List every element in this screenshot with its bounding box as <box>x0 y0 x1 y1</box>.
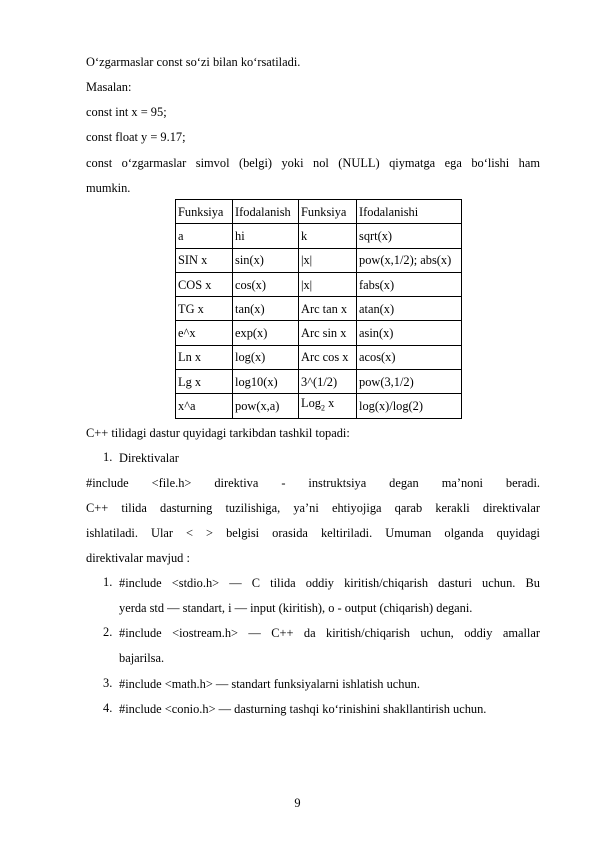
intro-line-1: O‘zgarmaslar const so‘zi bilan ko‘rsatiladi. <box>86 55 301 69</box>
table-row <box>176 321 462 345</box>
table-cell <box>233 248 299 272</box>
table-cell <box>176 297 233 321</box>
cell-text: log10(x) <box>235 374 278 389</box>
table-cell <box>233 370 299 394</box>
table-cell <box>357 321 462 345</box>
directive-line: #include <iostream.h> — C++ da kiritish/chiqarish uchun, oddiy amallar <box>119 626 540 640</box>
table-cell <box>299 248 357 272</box>
cell-text: k <box>301 228 308 243</box>
table-row <box>176 224 462 248</box>
table-cell <box>357 394 462 418</box>
table-row <box>176 272 462 296</box>
directive-number: 2. <box>103 625 113 639</box>
cell-text: Funksiya <box>301 204 347 219</box>
intro-line-5a: const o‘zgarmaslar simvol (belgi) yoki nol (NULL) qiymatga ega bo‘lishi ham <box>86 156 540 170</box>
table-cell <box>357 297 462 321</box>
cell-text: Ln x <box>178 350 202 365</box>
directive-line: yerda std — standart, i — input (kiritish), o - output (chiqarish) degani. <box>119 601 473 615</box>
table-cell <box>357 248 462 272</box>
cell-text: log(x) <box>235 350 266 365</box>
table-cell <box>357 345 462 369</box>
directive-line: #include <conio.h> — dasturning tashqi ko‘rinishini shakllantirish uchun. <box>119 702 487 716</box>
table-cell <box>176 248 233 272</box>
cell-text: 3^(1/2) <box>301 374 338 389</box>
cell-text: log(x)/log(2) <box>359 399 424 414</box>
table-cell <box>299 394 357 418</box>
cell-text: Log <box>301 396 321 411</box>
cell-text: sin(x) <box>235 253 264 268</box>
cell-text: SIN x <box>178 253 208 268</box>
cell-text: exp(x) <box>235 326 268 341</box>
table-cell <box>299 272 357 296</box>
intro-line-4: const float y = 9.17; <box>86 130 186 144</box>
table-cell <box>176 200 233 224</box>
list-number: 1. <box>103 450 113 464</box>
table-cell <box>357 272 462 296</box>
cell-text: pow(x,a) <box>235 399 280 414</box>
table-cell <box>233 321 299 345</box>
table-cell <box>299 224 357 248</box>
cell-text: COS x <box>178 277 212 292</box>
cell-text: a <box>178 228 184 243</box>
log-subscript: 2 <box>320 403 325 413</box>
para-line-1: #include <file.h> direktiva - instruktsiya degan ma’noni beradi. <box>86 476 540 490</box>
cell-text: |x| <box>301 253 313 268</box>
table-cell <box>233 272 299 296</box>
para-line-4: direktivalar mavjud : <box>86 551 190 565</box>
cell-text: pow(x,1/2); abs(x) <box>359 253 452 268</box>
table-cell <box>299 345 357 369</box>
cell-text: acos(x) <box>359 350 396 365</box>
table-cell <box>233 394 299 418</box>
functions-table <box>175 199 462 419</box>
cell-text: |x| <box>301 277 313 292</box>
table-row <box>176 370 462 394</box>
log-suffix: x <box>324 396 335 411</box>
cell-text: cos(x) <box>235 277 266 292</box>
cell-text: Ifodalanishi <box>359 204 419 219</box>
page-number: 9 <box>294 796 301 810</box>
cell-text: Arc cos x <box>301 350 349 365</box>
table-row <box>176 297 462 321</box>
table-cell <box>357 370 462 394</box>
directive-number: 4. <box>103 701 113 715</box>
directive-number: 3. <box>103 676 113 690</box>
table-cell <box>176 321 233 345</box>
intro-line-2: Masalan: <box>86 80 132 94</box>
table-cell <box>176 394 233 418</box>
table-header-row <box>176 200 462 224</box>
cell-text: fabs(x) <box>359 277 395 292</box>
cell-text: Funksiya <box>178 204 224 219</box>
table-cell <box>299 297 357 321</box>
table-cell <box>299 200 357 224</box>
intro-line-3: const int x = 95; <box>86 105 167 119</box>
cell-text: sqrt(x) <box>359 228 393 243</box>
table-cell <box>233 297 299 321</box>
directive-line: #include <math.h> — standart funksiyalarni ishlatish uchun. <box>119 677 420 691</box>
cell-text: tan(x) <box>235 301 265 316</box>
table-row <box>176 394 462 418</box>
cell-text: asin(x) <box>359 326 394 341</box>
table-row <box>176 345 462 369</box>
list-item-directives: Direktivalar <box>119 451 179 465</box>
para-line-2: C++ tilida dasturning tuzilishiga, ya’ni ehtiyojiga qarab kerakli direktivalar <box>86 501 540 515</box>
intro-line-5b: mumkin. <box>86 181 131 195</box>
cell-text: Arc tan x <box>301 301 348 316</box>
directive-line: #include <stdio.h> — C tilida oddiy kiritish/chiqarish dasturi uchun. Bu <box>119 576 540 590</box>
cell-text: TG x <box>178 301 204 316</box>
cell-text: pow(3,1/2) <box>359 374 414 389</box>
para-line-3: ishlatiladi. Ular < > belgisi orasida keltiriladi. Umuman olganda quyidagi <box>86 526 540 540</box>
table-cell <box>233 200 299 224</box>
table-cell <box>233 224 299 248</box>
table-cell <box>299 321 357 345</box>
table-cell <box>176 370 233 394</box>
table-row <box>176 248 462 272</box>
table-cell <box>299 370 357 394</box>
table-cell <box>176 224 233 248</box>
cell-text: e^x <box>178 326 196 341</box>
directive-number: 1. <box>103 575 113 589</box>
cell-text: atan(x) <box>359 301 395 316</box>
table-cell <box>357 224 462 248</box>
directive-line: bajarilsa. <box>119 651 165 665</box>
cell-text: Lg x <box>178 374 202 389</box>
cell-text: hi <box>235 228 245 243</box>
cell-text: Ifodalanish <box>235 204 291 219</box>
table-cell <box>233 345 299 369</box>
table-cell <box>176 272 233 296</box>
table-cell <box>357 200 462 224</box>
table-cell <box>176 345 233 369</box>
cell-text: x^a <box>178 399 196 414</box>
section-heading: C++ tilidagi dastur quyidagi tarkibdan tashkil topadi: <box>86 426 350 440</box>
cell-text: Arc sin x <box>301 326 347 341</box>
